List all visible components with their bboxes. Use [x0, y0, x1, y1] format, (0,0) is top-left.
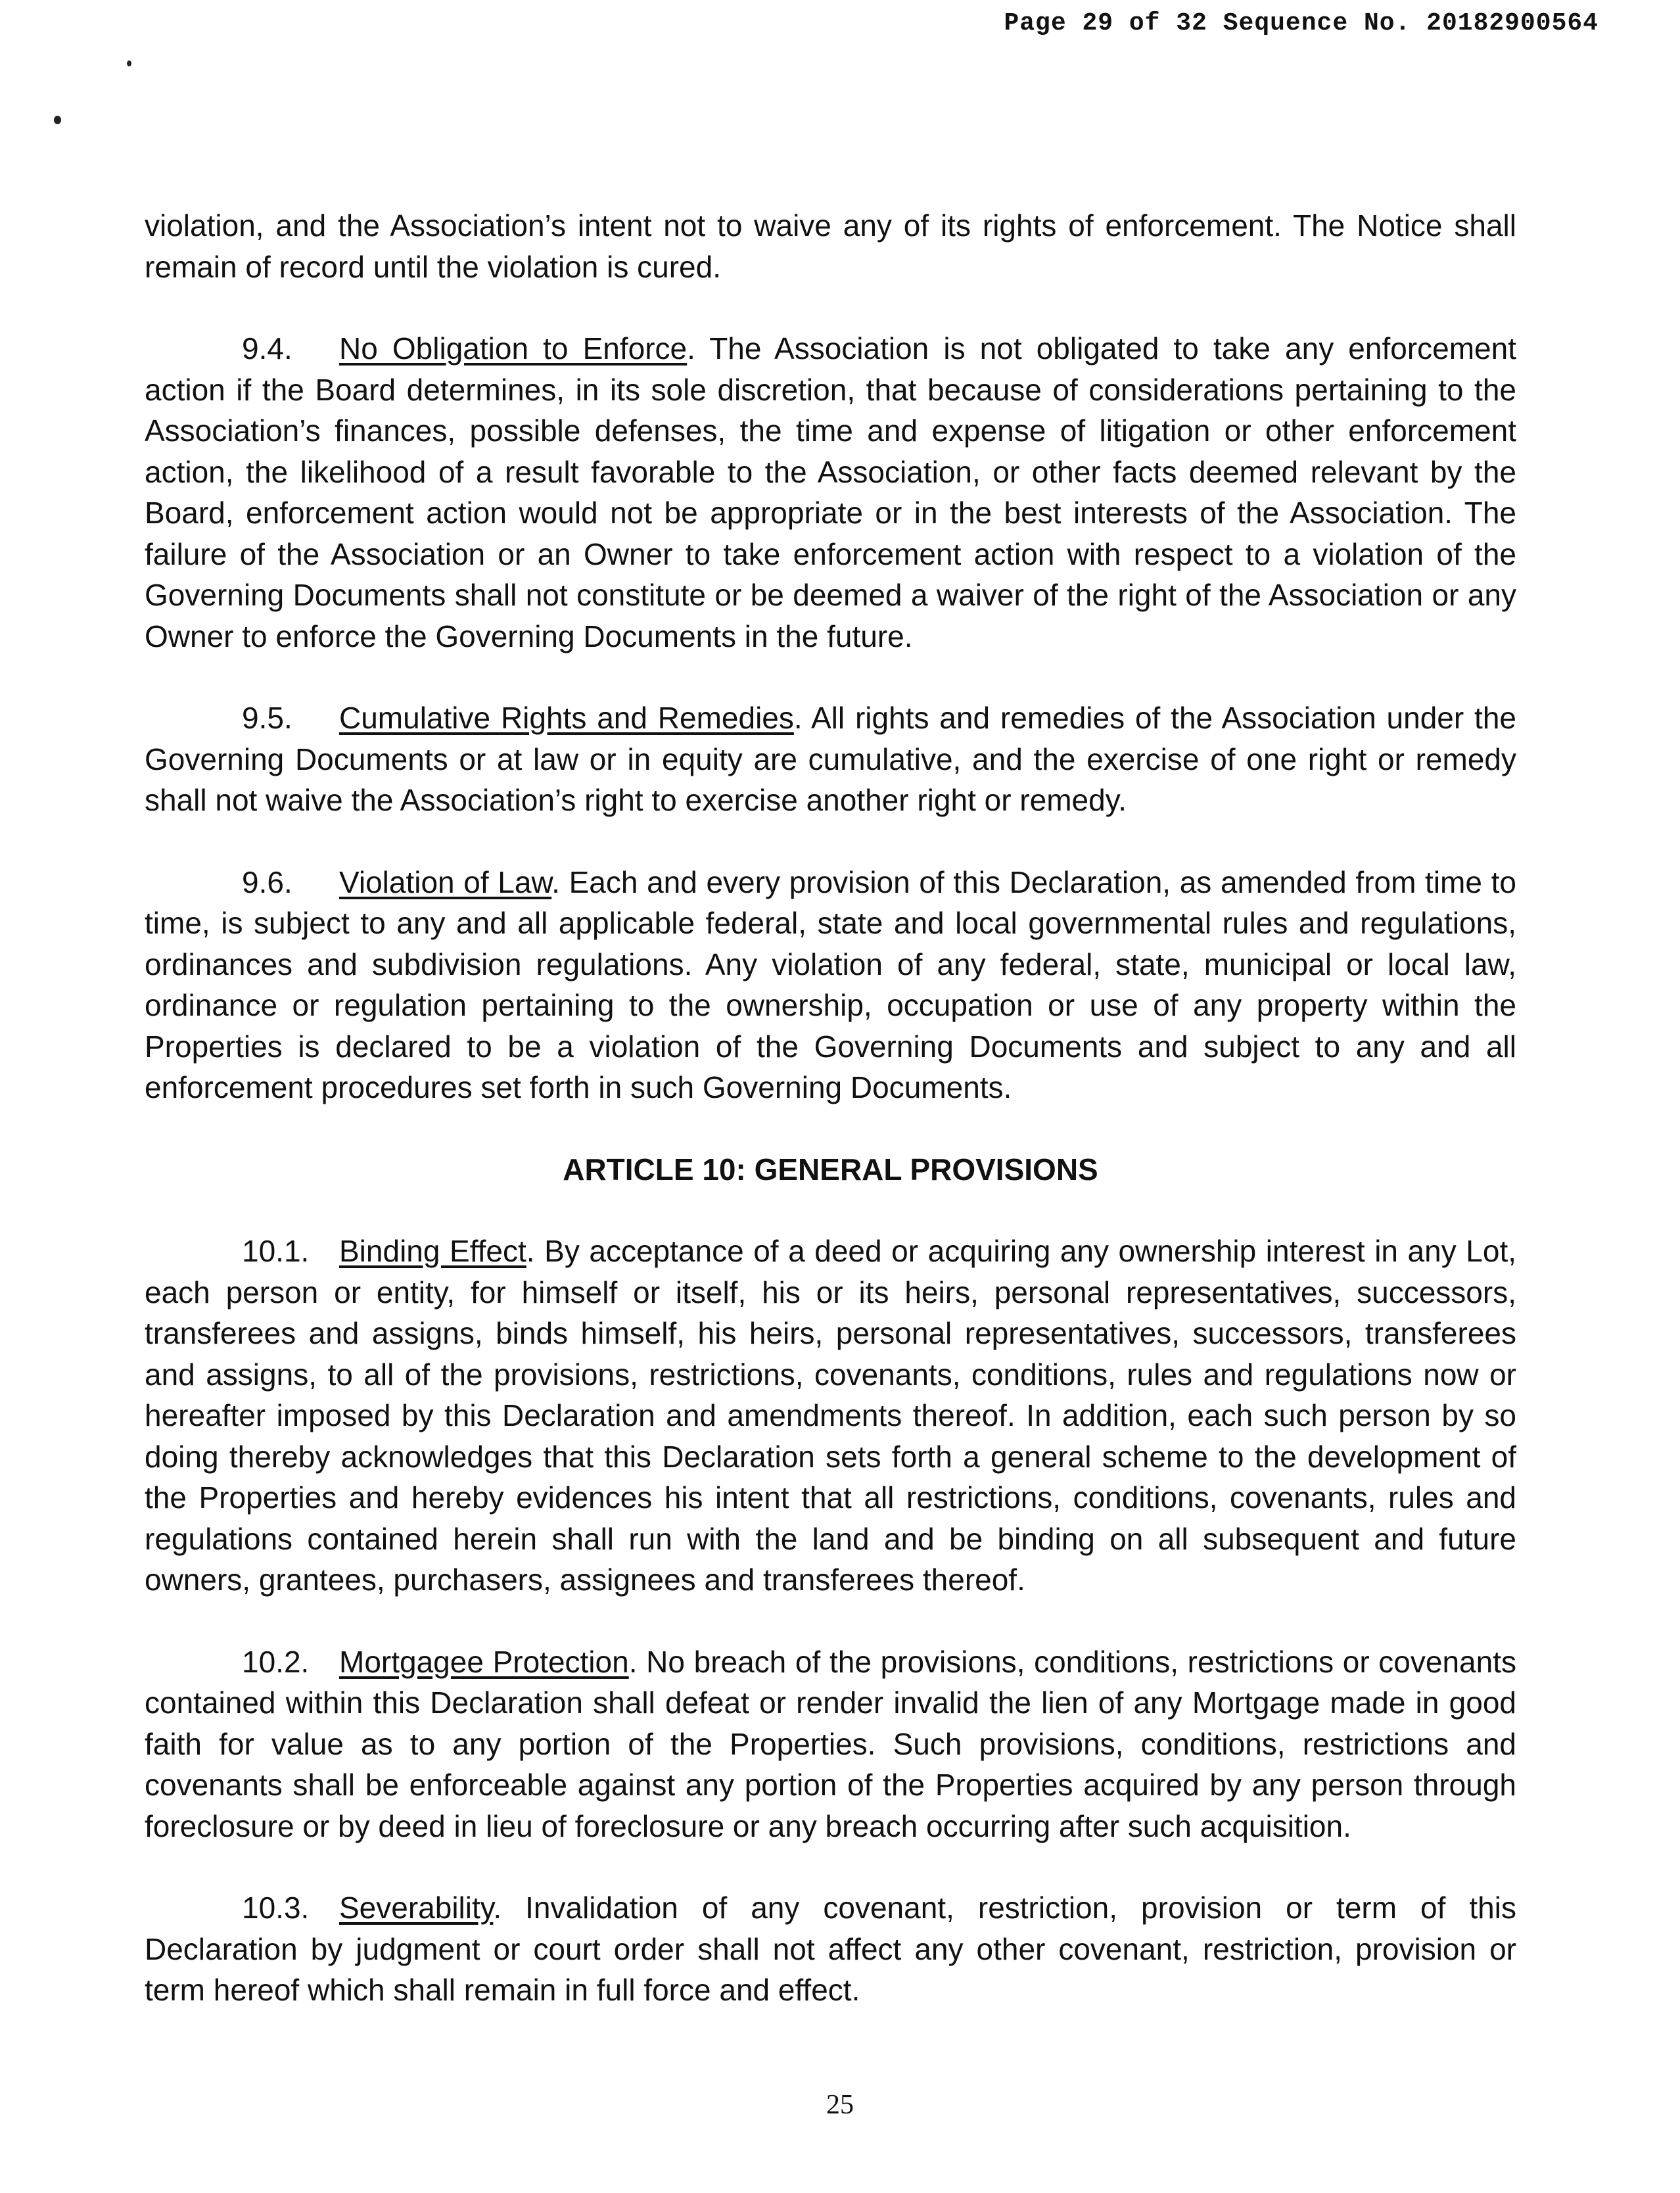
section-9-6: [145, 862, 1516, 1108]
section-caption: Mortgagee Protection: [339, 1644, 629, 1679]
section-caption: No Obligation to Enforce: [339, 331, 688, 366]
section-number: 10.2.: [242, 1644, 310, 1679]
section-caption: Severability: [339, 1891, 494, 1925]
section-caption: Binding Effect: [339, 1234, 526, 1268]
section-text: . Invalidation of any covenant, restriction, provision or term of this Declaration by judgment or court order shall not affect any other covenant, restriction, provision or term hereof which shall remain in full force and effect.: [145, 1891, 1516, 2007]
section-text: . By acceptance of a deed or acquiring any ownership interest in any Lot, each person or entity, for himself or itself, his or its heirs, personal representatives, successors, transferees and assigns, binds himself, his heirs, personal representatives, successors, transferees and assigns, to all of the provisions, restrictions, covenants, conditions, rules and regulations now or hereafter imposed by this Declaration and amendments thereof. In addition, each such person by so doing thereby acknowledges that this Declaration sets forth a general scheme to the development of the Properties and hereby evidences his intent that all restrictions, conditions, covenants, rules and regulations contained herein shall run with the land and be binding on all subsequent and future owners, grantees, purchasers, assignees and transferees thereof.: [145, 1234, 1516, 1597]
section-number: 10.1.: [242, 1234, 310, 1268]
section-text: . No breach of the provisions, conditions, restrictions or covenants contained within this Declaration shall defeat or render invalid the lien of any Mortgage made in good faith for value as to any portion of the Properties. Such provisions, conditions, restrictions and covenants shall be enforceable against any portion of the Properties acquired by any person through foreclosure or by deed in lieu of foreclosure or any breach occurring after such acquisition.: [145, 1644, 1516, 1843]
section-number: 9.4.: [242, 331, 292, 366]
section-number: 10.3.: [242, 1891, 310, 1925]
section-text: . The Association is not obligated to take any enforcement action if the Board determines, in its sole discretion, that because of considerations pertaining to the Association’s finances, possible defenses, the time and expense of litigation or other enforcement action, the likelihood of a result favorable to the Association, or other facts deemed relevant by the Board, enforcement action would not be appropriate or in the best interests of the Association. The failure of the Association or an Owner to take enforcement action with respect to a violation of the Governing Documents shall not constitute or be deemed a waiver of the right of the Association or any Owner to enforce the Governing Documents in the future.: [145, 331, 1516, 653]
document-body: [145, 205, 1516, 2052]
continuation-paragraph: violation, and the Association’s intent not to waive any of its rights of enforcement. The Notice shall remain of record until the violation is cured.: [145, 208, 1516, 284]
section-text: . Each and every provision of this Declaration, as amended from time to time, is subject to any and all applicable federal, state and local governmental rules and regulations, ordinances and subdivision regulations. Any violation of any federal, state, municipal or local law, ordinance or regulation pertaining to the ownership, occupation or use of any property within the Properties is declared to be a violation of the Governing Documents and subject to any and all enforcement procedures set forth in such Governing Documents.: [145, 864, 1516, 1104]
section-text: . All rights and remedies of the Association under the Governing Documents or at law or in equity are cumulative, and the exercise of one right or remedy shall not waive the Association’s right to exercise another right or remedy.: [145, 701, 1516, 817]
section-caption: Cumulative Rights and Remedies: [339, 701, 794, 735]
section-10-2: [145, 1641, 1516, 1847]
section-9-4: [145, 328, 1516, 657]
section-number: 9.6.: [242, 864, 292, 899]
article-heading: ARTICLE 10: GENERAL PROVISIONS: [563, 1152, 1098, 1187]
scan-speck: [127, 60, 131, 66]
page-number: 25: [826, 2090, 854, 2120]
section-10-1: [145, 1231, 1516, 1601]
recording-stamp: Page 29 of 32 Sequence No. 20182900564: [1004, 9, 1598, 37]
section-caption: Violation of Law: [339, 864, 552, 899]
section-9-5: [145, 697, 1516, 821]
scan-speck: [54, 116, 61, 124]
section-10-3: [145, 1887, 1516, 2011]
section-number: 9.5.: [242, 701, 292, 735]
